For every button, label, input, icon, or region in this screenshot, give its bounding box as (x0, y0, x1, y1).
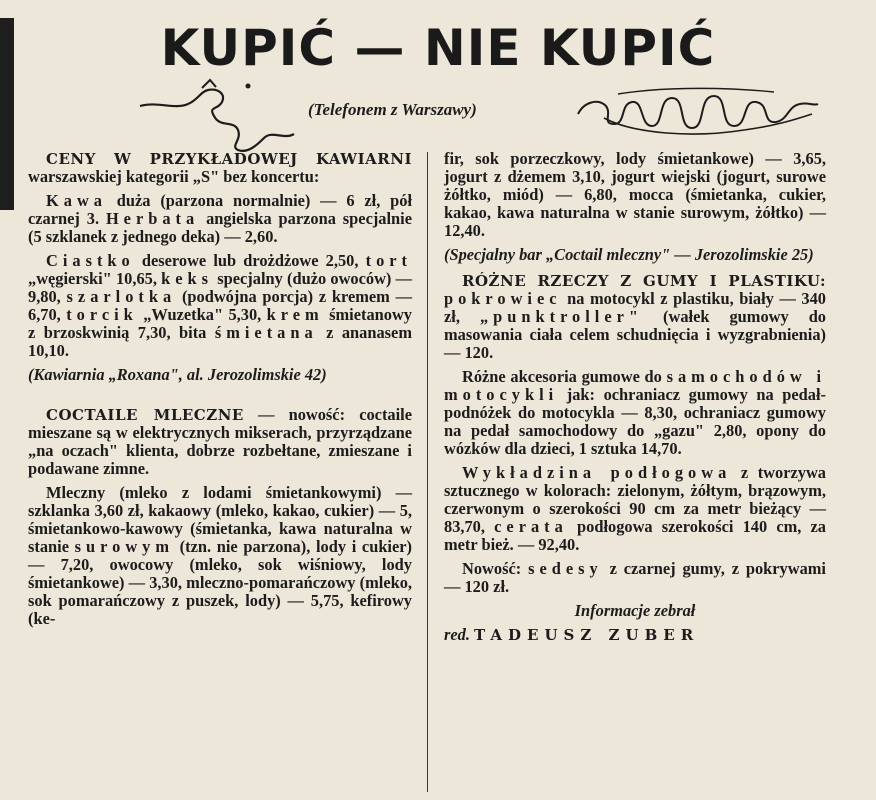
source-note-roxana: (Kawiarnia „Roxana", al. Jerozolimskie 42) (28, 365, 327, 384)
paragraph-car-accessories: Różne akcesoria gumowe do samochodów i motocykli jak: ochraniacz gumowy na pedał-podnóżek do motocykla — 8,30, ochraniacz gumowy na pedał samochodowy do „gazu" 2,80, opony do wózków dla dzieci, 1 sztuka 14,70. (444, 367, 826, 458)
paragraph-milk-coctails: COCTAILE MLECZNE — nowość: coctaile mieszane są w elektrycznych mikserach, przyrządzane „na oczach" klienta, dobrze rozbełtane, zmieszane i podawane zimne. (28, 405, 412, 478)
section-lead-rubber: RÓŻNE RZECZY Z GUMY I PLASTIKU: (462, 272, 826, 290)
paragraph-coffee-tea: Kawa duża (parzona normalnie) — 6 zł, pół czarnej 3. Herbata angielska parzona specjalnie (5 szklanek z jednego deka) — 2,60. (28, 191, 413, 246)
source-note-bar: (Specjalny bar „Coctail mleczny" — Jerozolimskie 25) (444, 245, 814, 264)
signature-line: Informacje zebrał (574, 601, 696, 620)
paragraph-coctail-continued: fir, sok porzeczkowy, lody śmietankowe) — 3,65, jogurt z dżemem 3,10, jogurt wiejski (jogurt, surowe żółtko, miód) — 6,80, mocca (śmietanka, cukier, kakao, kawa naturalna w stanie surowym, żółtko) — 12,40. (444, 149, 826, 240)
headline: KUPIĆ — NIE KUPIĆ (160, 19, 716, 77)
snake-doodle-icon (138, 76, 308, 154)
paragraph-cakes: Ciastko deserowe lub drożdżowe 2,50, tort „węgierski" 10,65, keks specjalny (dużo owoców) — 9,80, szarlotka (podwójna porcja) z kremem — 6,70, torcik „Wuzetka" 5,30, krem śmietanowy z brzoskwinią 7,30, bita śmietana z ananasem 10,10. (28, 251, 412, 360)
paragraph-cafe-prices: CENY W PRZYKŁADOWEJ KAWIARNI warszawskiej kategorii „S" bez koncertu: (28, 150, 412, 186)
scribble-doodle-icon (574, 84, 820, 140)
spacer (28, 392, 412, 406)
left-column (28, 150, 412, 634)
column-divider (427, 152, 428, 792)
author-name: TADEUSZ ZUBER (474, 626, 700, 644)
paragraph-floor-covering: Wykładzina podłogowa z tworzywa sztucznego w kolorach: zielonym, żółtym, brązowym, czerwonym o szerokości 90 cm za metr bieżący — 83,70, cerata podłogowa szerokości 140 cm, za metr bież. — 92,40. (444, 463, 826, 554)
paragraph-rubber-plastic: RÓŻNE RZECZY Z GUMY I PLASTIKU: pokrowiec na motocykl z plastiku, biały — 340 zł, „punktroller" (wałek gumowy do masowania ciała celem schudnięcia i wyzgrabnienia) — 120. (444, 272, 827, 362)
author-signature: red. TADEUSZ ZUBER (444, 625, 700, 644)
paragraph-novelty: Nowość: sedesy z czarnej gumy, z pokrywami — 120 zł. (444, 559, 826, 596)
section-lead-coctails: COCTAILE MLECZNE (46, 406, 244, 424)
byline: (Telefonem z Warszawy) (308, 100, 477, 119)
section-lead-cafe: CENY W PRZYKŁADOWEJ KAWIARNI (46, 150, 412, 168)
paragraph-coctail-prices: Mleczny (mleko z lodami śmietankowymi) — szklanka 3,60 zł, kakaowy (mleko, kakao, cukier) — 5, śmietankowo-kawowy (śmietanka, kawa naturalna w stanie surowym (tzn. nie parzona), lody i cukier) — 7,20, owocowy (mleko, sok wiśniowy, lody śmietankowe) — 3,30, mleczno-pomarańczowy (mleko, sok pomarańczowy z puszek, lody) — 5,75, kefirowy (ke- (28, 483, 412, 628)
right-column (444, 150, 826, 650)
